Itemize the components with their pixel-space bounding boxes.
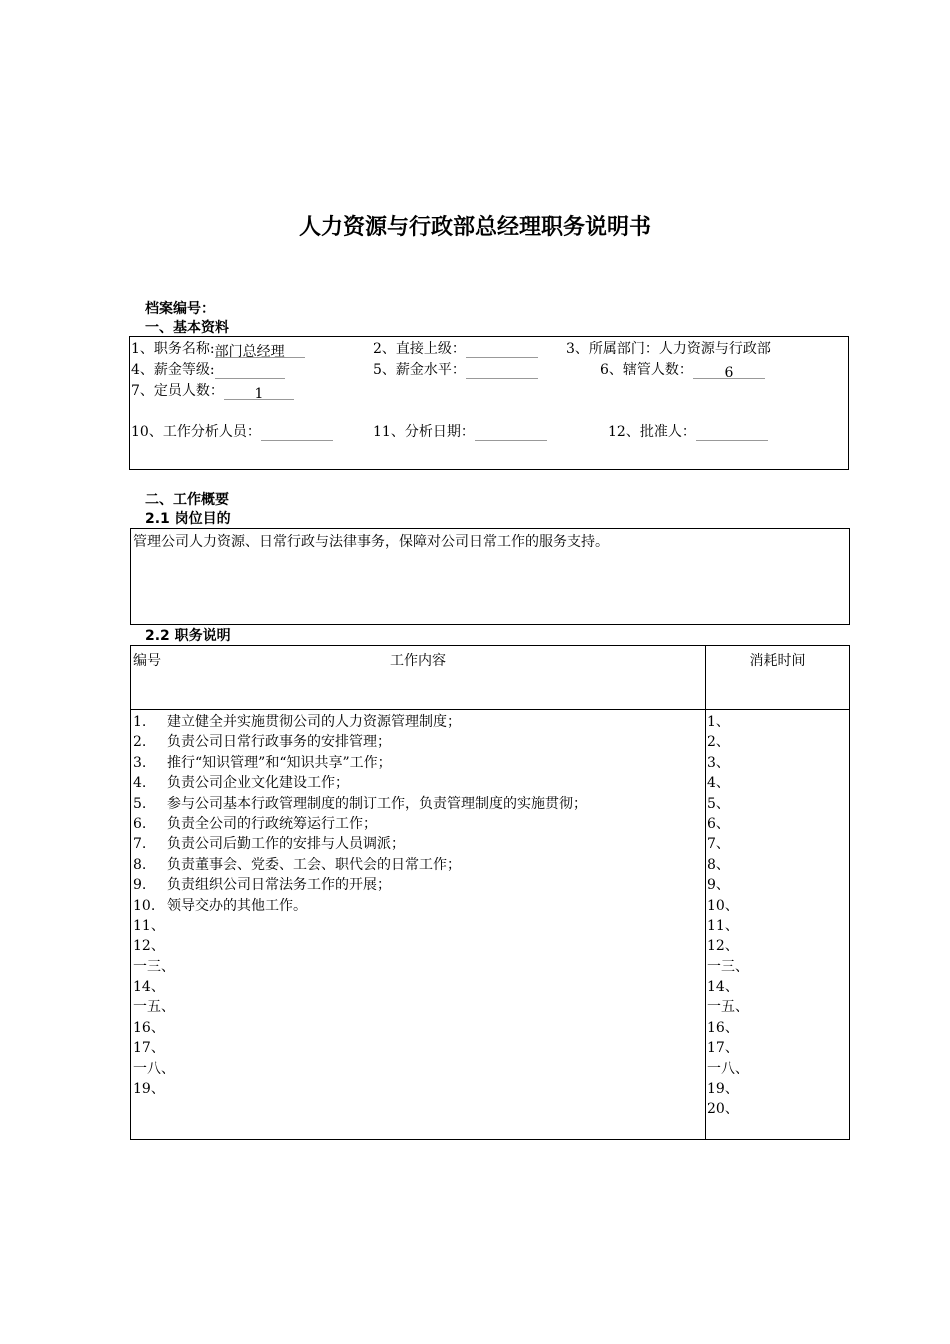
duty-row — [133, 997, 587, 1017]
duty-list — [133, 712, 587, 1099]
duty-text: 负责公司日常行政事务的安排管理； — [167, 734, 391, 751]
duty-row — [133, 957, 587, 977]
duty-row — [133, 834, 587, 854]
header-divider — [131, 709, 849, 710]
duty-number: 10. — [133, 897, 156, 914]
duty-text: 负责公司企业文化建设工作； — [167, 775, 349, 792]
headcount-label: 7、定员人数： — [131, 383, 224, 399]
duty-row — [133, 1079, 587, 1099]
direct-superior-field — [373, 340, 538, 358]
approver-label: 12、批准人： — [608, 424, 696, 440]
duties-table — [130, 645, 850, 1140]
document-title: 人力资源与行政部总经理职务说明书 — [298, 215, 651, 240]
time-row: 11、 — [707, 917, 739, 934]
direct-superior-value — [466, 343, 538, 358]
section-basic-info: 一、基本资料 — [145, 320, 229, 336]
duty-row — [133, 1059, 587, 1079]
time-row: 12、 — [707, 938, 739, 955]
duty-number: 17、 — [133, 1040, 165, 1057]
duty-number: 8. — [133, 856, 147, 873]
salary-level-label: 5、薪金水平： — [373, 362, 466, 378]
time-row: 3、 — [707, 754, 730, 771]
duty-number: 12、 — [133, 938, 165, 955]
analysis-date-field — [373, 423, 547, 441]
subordinates-label: 6、辖管人数： — [600, 362, 693, 378]
approver-value — [696, 426, 768, 441]
duty-number: 1. — [133, 714, 147, 730]
subordinates-value: 6 — [693, 364, 765, 379]
time-row: 19、 — [707, 1081, 739, 1098]
duty-row — [133, 977, 587, 997]
duty-number: 一八、 — [133, 1060, 175, 1077]
file-number-label: 档案编号： — [145, 301, 215, 317]
headcount-value: 1 — [224, 385, 294, 400]
time-row: 16、 — [707, 1019, 739, 1036]
time-row: 1、 — [707, 714, 730, 730]
analyst-field — [131, 423, 333, 441]
duty-number: 5. — [133, 795, 147, 812]
time-row: 10、 — [707, 897, 739, 914]
analyst-value — [261, 426, 333, 441]
duty-row — [133, 875, 587, 895]
duty-row — [133, 936, 587, 956]
time-row: 8、 — [707, 856, 730, 873]
duty-row — [133, 794, 587, 814]
header-number: 编号 — [133, 653, 161, 669]
direct-superior-label: 2、直接上级： — [373, 341, 466, 357]
time-row: 4、 — [707, 775, 730, 792]
subsection-purpose: 2.1 岗位目的 — [145, 511, 231, 527]
duty-number: 2. — [133, 734, 147, 751]
duty-row — [133, 1038, 587, 1058]
job-title-value: 部门总经理 — [215, 343, 305, 358]
time-row: 9、 — [707, 877, 730, 894]
time-row: 17、 — [707, 1040, 739, 1057]
duty-text: 参与公司基本行政管理制度的制订工作，负责管理制度的实施贯彻； — [167, 795, 587, 812]
duty-number: 16、 — [133, 1019, 165, 1036]
duty-row — [133, 855, 587, 875]
header-time: 消耗时间 — [749, 653, 806, 669]
subordinates-field — [600, 361, 765, 379]
duty-number: 11、 — [133, 917, 165, 934]
basic-info-box — [129, 336, 849, 470]
duty-text: 推行“知识管理”和“知识共享”工作； — [167, 754, 392, 771]
duty-number: 一三、 — [133, 958, 175, 975]
salary-level-field — [373, 361, 538, 379]
duty-row — [133, 712, 587, 732]
duty-number: 6. — [133, 815, 147, 832]
job-title-field — [131, 340, 305, 358]
duty-text: 负责全公司的行政统筹运行工作； — [167, 815, 377, 832]
duty-number: 14、 — [133, 979, 165, 996]
analyst-label: 10、工作分析人员： — [131, 424, 261, 440]
duty-text: 领导交办的其他工作。 — [167, 897, 307, 914]
duty-row — [133, 732, 587, 752]
duty-number: 9. — [133, 877, 147, 894]
salary-grade-value — [215, 364, 285, 379]
duty-row — [133, 753, 587, 773]
department-field: 3、所属部门：人力资源与行政部 — [566, 341, 771, 357]
time-row: 5、 — [707, 795, 730, 812]
salary-level-value — [466, 364, 538, 379]
duty-number: 7. — [133, 836, 147, 853]
duty-text: 负责组织公司日常法务工作的开展； — [167, 877, 391, 894]
duty-text: 负责董事会、党委、工会、职代会的日常工作； — [167, 856, 461, 873]
approver-field — [608, 423, 768, 441]
duty-number: 4. — [133, 775, 147, 792]
duty-row — [133, 773, 587, 793]
duty-number: 3. — [133, 754, 147, 771]
headcount-field — [131, 382, 294, 400]
header-content: 工作内容 — [390, 653, 446, 669]
duty-row — [133, 896, 587, 916]
time-row: 20、 — [707, 1101, 739, 1118]
purpose-box — [130, 528, 850, 625]
duty-number: 19、 — [133, 1081, 165, 1098]
time-row: 14、 — [707, 979, 739, 996]
purpose-text: 管理公司人力资源、日常行政与法律事务，保障对公司日常工作的服务支持。 — [133, 534, 609, 550]
subsection-duties: 2.2 职务说明 — [145, 628, 231, 644]
time-row: 一八、 — [707, 1060, 749, 1077]
duty-row — [133, 814, 587, 834]
time-row: 6、 — [707, 815, 730, 832]
salary-grade-field — [131, 361, 285, 379]
salary-grade-label: 4、薪金等级: — [131, 362, 215, 378]
job-title-label: 1、职务名称: — [131, 341, 215, 357]
time-list — [707, 712, 749, 1120]
time-row: 2、 — [707, 734, 730, 751]
analysis-date-label: 11、分析日期： — [373, 424, 475, 440]
duty-row — [133, 916, 587, 936]
time-row: 一三、 — [707, 958, 749, 975]
duty-text: 建立健全并实施贯彻公司的人力资源管理制度； — [167, 714, 461, 730]
analysis-date-value — [475, 426, 547, 441]
section-work-summary: 二、工作概要 — [145, 492, 229, 508]
duty-text: 负责公司后勤工作的安排与人员调派； — [167, 836, 405, 853]
time-row: 一五、 — [707, 999, 749, 1016]
time-row: 7、 — [707, 836, 730, 853]
duty-number: 一五、 — [133, 999, 175, 1016]
column-divider — [705, 646, 706, 1139]
duty-row — [133, 1018, 587, 1038]
